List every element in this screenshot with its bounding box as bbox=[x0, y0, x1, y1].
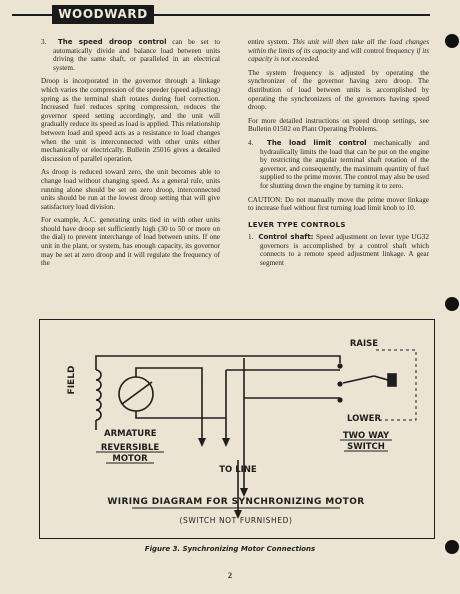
left-column bbox=[41, 38, 220, 273]
item-3-heading: The speed droop control bbox=[57, 38, 167, 46]
arrow-lead-two bbox=[222, 438, 230, 447]
to-line-label: TO LINE bbox=[219, 465, 257, 475]
wiring-diagram bbox=[39, 319, 435, 539]
wiring-diagram-svg bbox=[40, 320, 434, 538]
armature-brush bbox=[122, 382, 152, 404]
bulletin-paragraph: For more detailed instructions on speed droop settings, see Bulletin 01502 on Plant Operating Problems. bbox=[248, 116, 429, 134]
field-coil bbox=[96, 370, 101, 420]
lever-item-1: 1. Control shaft: Speed adjustment on lever type UG32 governors is accomplished by a control shaft which connects to a remote speed adjustment linkage. A gear segment bbox=[248, 233, 429, 268]
diagram-subtitle: (SWITCH NOT FURNISHED) bbox=[179, 516, 293, 525]
woodward-logo: WOODWARD bbox=[52, 5, 154, 24]
switch-label-2: SWITCH bbox=[347, 442, 385, 452]
item-3: 3. The speed droop control can be set to automatically divide and balance load between units driving the same shaft, or paralleled in an electrical system. bbox=[41, 38, 221, 72]
field-top-lead bbox=[96, 356, 340, 370]
raise-label: RAISE bbox=[349, 339, 379, 349]
section-heading: LEVER TYPE CONTROLS bbox=[248, 220, 346, 229]
arrow-lead-three bbox=[240, 488, 248, 497]
binder-hole-middle bbox=[445, 297, 459, 311]
right-column bbox=[248, 38, 429, 273]
armature-label: ARMATURE bbox=[104, 429, 157, 439]
lever-item-1-heading: Control shaft: bbox=[258, 233, 314, 242]
switch-blade bbox=[343, 376, 374, 383]
switch-handle bbox=[374, 376, 388, 380]
droop-paragraph: Droop is incorporated in the governor through a linkage which varies the compression of the speeder (speed adjusting) spring as the terminal shaft rotates during fuel correction. Increased fuel reduces spring compression, reduces the governor speed setting accordingly, and the unit will gradually reduce its speed as load is applied. This relationship between load and speed acts as a resistance to load changes when the unit is interconnected with other units either mechanically or electrically. Bulletin 25016 gives a detailed discussion of parallel operation. bbox=[41, 77, 220, 163]
item-4: 4. The load limit control mechanically and hydraulically limits the load that can be put on the engine by restricting the angular terminal shaft rotation of the governor, and consequently, the maximum quantity of fuel supplied to the prime mover. The control may also be used for shutting down the engine by turning it to zero. bbox=[248, 138, 430, 190]
diagram-title: WIRING DIAGRAM FOR SYNCHRONIZING MOTOR bbox=[107, 497, 365, 507]
field-label: FIELD bbox=[67, 365, 77, 395]
contact-raise bbox=[337, 363, 342, 368]
switch-label-1: TWO WAY bbox=[342, 431, 390, 441]
arrow-lead-one bbox=[198, 438, 206, 447]
lower-label: LOWER bbox=[346, 414, 382, 424]
motor-label-2: MOTOR bbox=[112, 454, 148, 464]
binder-hole-top bbox=[445, 34, 459, 48]
system-paragraph: entire system. This unit will then take all the load changes within the limits of its capacity and will control frequency if its capacity is not exceeded. bbox=[248, 38, 429, 64]
motor-label-1: REVERSIBLE bbox=[100, 443, 160, 453]
zero-droop-paragraph: As droop is reduced toward zero, the unit becomes able to change load without changing speed. As a general rule, units running alone should be set on zero droop, interconnected units should be run at the lowest droop setting that will give satisfactory load division. bbox=[41, 168, 220, 211]
contact-common bbox=[337, 381, 342, 386]
switch-knob bbox=[388, 374, 396, 386]
armature-lead bbox=[136, 411, 226, 418]
item-4-heading: The load limit control bbox=[267, 138, 367, 147]
example-paragraph: For example, A.C. generating units tied in with other units should have droop set sufficiently high (30 to 50 or more on the dial) to prevent interchange of load between units. If one unit in the plant, or system, has enough capacity, its governor may be set at zero droop and it will regulate the frequency of the bbox=[41, 216, 220, 268]
caution-paragraph: CAUTION: Do not manually move the prime mover linkage to increase fuel without first turning load limit knob to 10. bbox=[248, 195, 429, 213]
page-number: 2 bbox=[228, 571, 232, 580]
frequency-paragraph: The system frequency is adjusted by operating the synchronizer of the governor having zero droop. The distribution of load between units is accomplished by operating the synchronizers of the governors having speed droop. bbox=[248, 68, 429, 112]
figure-caption: Figure 3. Synchronizing Motor Connections bbox=[144, 545, 316, 553]
contact-lower bbox=[337, 397, 342, 402]
